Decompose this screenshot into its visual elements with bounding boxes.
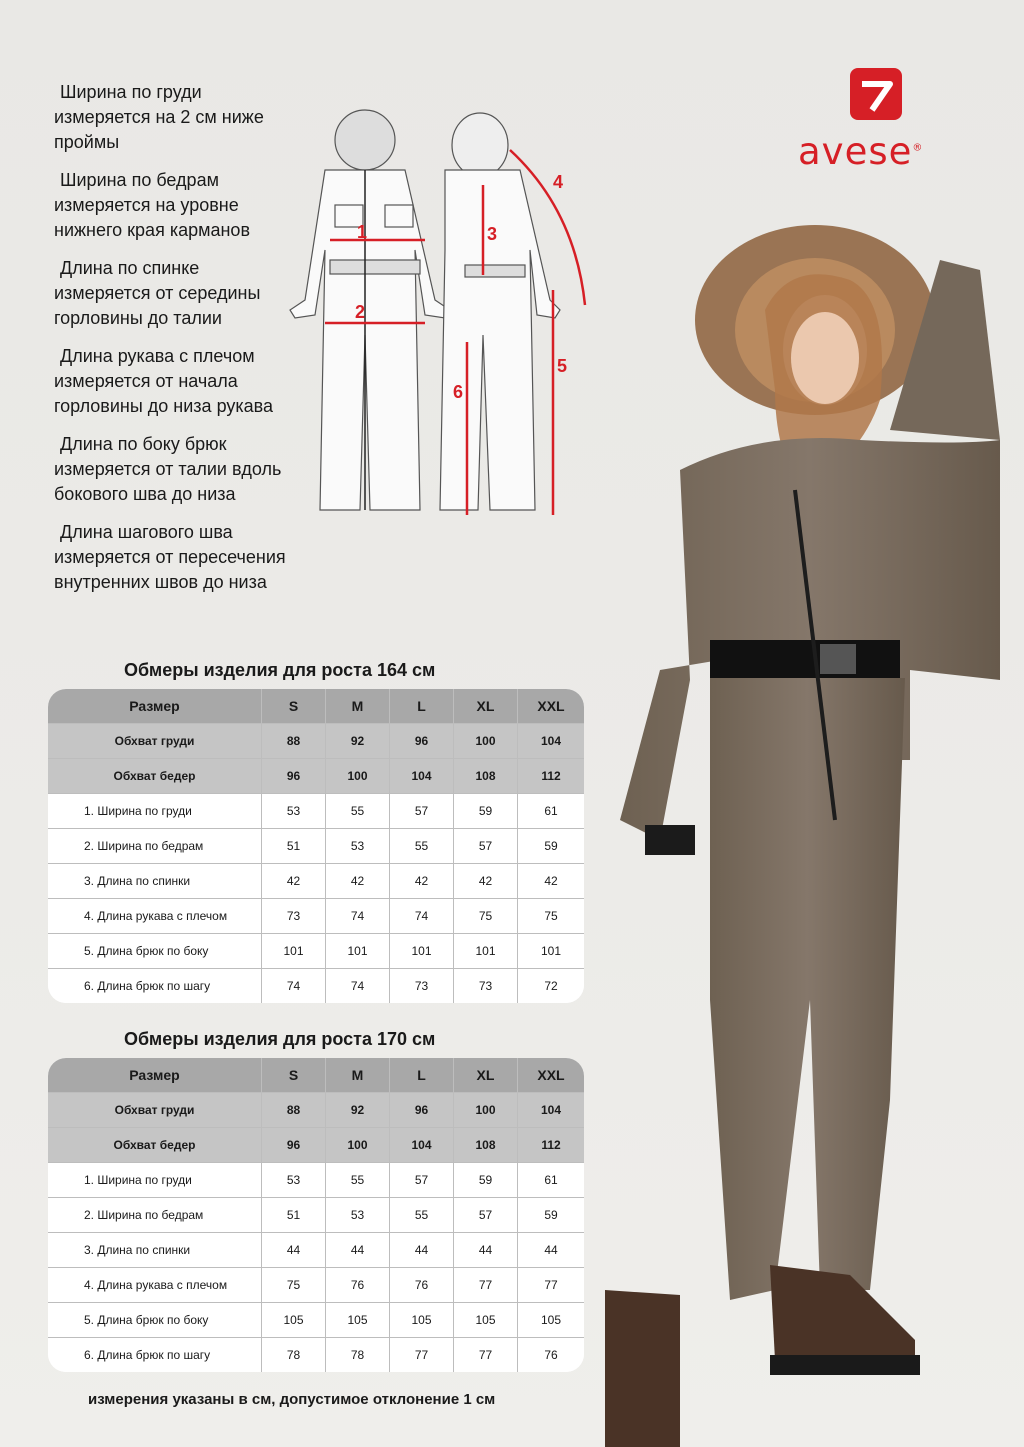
table-cell: 2. Ширина по бедрам [48,1198,262,1232]
table-cell: 100 [454,724,518,758]
table-cell: 42 [454,864,518,898]
table-row [48,1338,584,1372]
table-cell: 108 [454,759,518,793]
header-cell: XL [454,1058,518,1092]
instruction-sleeve-length: Длина рукава с плечом измеряется от начала горловины до низа рукава [54,346,274,416]
table-cell: 55 [326,794,390,828]
model-photo [560,200,1024,1447]
table-cell: 101 [326,934,390,968]
table-cell: 44 [390,1233,454,1267]
table-row [48,794,584,829]
table-cell: 101 [454,934,518,968]
table-cell: 92 [326,724,390,758]
table-row [48,724,584,759]
table-cell: 42 [544,874,558,888]
drawing-label-1: 1 [357,222,368,242]
table-cell: 105 [540,1313,562,1327]
drawing-label-3: 3 [487,224,498,244]
header-cell: S [262,1058,326,1092]
table-cell: 77 [544,1278,558,1292]
table-row [48,1303,584,1338]
table-cell: 105 [390,1303,454,1337]
table-header-row [48,689,584,724]
table-cell: 96 [262,759,326,793]
header-cell: M [326,689,390,723]
table-cell: 75 [262,1268,326,1302]
table-cell: 100 [326,759,390,793]
size-table-170 [48,1058,584,1372]
measurement-instructions [54,80,314,608]
table-cell: 104 [540,1103,562,1117]
table-cell: 61 [544,804,558,818]
table-cell: 75 [454,899,518,933]
table-row [48,969,584,1003]
size-table-164 [48,689,584,1003]
table-cell: 57 [454,1198,518,1232]
table-cell: 105 [454,1303,518,1337]
header-cell: L [390,689,454,723]
table-cell: 44 [326,1233,390,1267]
table-cell: 101 [262,934,326,968]
table-cell: 53 [326,1198,390,1232]
table-cell: 72 [544,979,558,993]
header-cell: L [390,1058,454,1092]
table-cell: 104 [540,734,562,748]
table-cell: 78 [262,1338,326,1372]
table-row [48,1233,584,1268]
table-cell: 74 [262,969,326,1003]
table-row [48,759,584,794]
table-cell: 55 [390,1198,454,1232]
instruction-side-length: Длина по боку брюк измеряется от талии вдоль бокового шва до низа [54,434,282,504]
table-cell: 53 [326,829,390,863]
table-cell: 73 [454,969,518,1003]
table-cell: 59 [544,1208,558,1222]
table-cell: 57 [390,1163,454,1197]
brand-logo [798,66,968,176]
table-row [48,899,584,934]
table-cell: 96 [390,1093,454,1127]
table-cell: 44 [544,1243,558,1257]
table-cell: 77 [454,1338,518,1372]
table-cell: 96 [262,1128,326,1162]
table-170-title: Обмеры изделия для роста 170 см [124,1029,436,1049]
table-cell: 3. Длина по спинки [48,864,262,898]
table-cell: 51 [262,1198,326,1232]
logo-mark-icon [850,68,902,120]
table-cell: Обхват бедер [48,759,262,793]
table-cell: 75 [544,909,558,923]
table-cell: 76 [390,1268,454,1302]
table-cell: 100 [326,1128,390,1162]
table-row [48,1268,584,1303]
table-cell: 6. Длина брюк по шагу [48,1338,262,1372]
table-cell: 88 [262,1093,326,1127]
table-cell: 53 [262,1163,326,1197]
table-cell: 112 [541,1138,561,1152]
table-cell: 105 [326,1303,390,1337]
table-164-title: Обмеры изделия для роста 164 см [124,660,436,680]
header-cell: S [262,689,326,723]
table-cell: 77 [454,1268,518,1302]
table-cell: 57 [454,829,518,863]
drawing-label-4: 4 [553,172,564,192]
table-cell: 42 [326,864,390,898]
table-cell: 76 [326,1268,390,1302]
table-cell: 104 [390,759,454,793]
table-cell: 61 [544,1173,558,1187]
table-cell: 5. Длина брюк по боку [48,1303,262,1337]
table-cell: 104 [390,1128,454,1162]
table-cell: 44 [262,1233,326,1267]
table-cell: 74 [326,969,390,1003]
instruction-chest: Ширина по груди измеряется на 2 см ниже проймы [54,82,264,152]
table-cell: 77 [390,1338,454,1372]
table-cell: 74 [390,899,454,933]
table-cell: 3. Длина по спинки [48,1233,262,1267]
header-cell: XXL [537,698,565,714]
table-row [48,1198,584,1233]
header-cell: Размер [48,689,262,723]
table-cell: 59 [454,794,518,828]
table-cell: 112 [541,769,561,783]
table-cell: 53 [262,794,326,828]
table-cell: 51 [262,829,326,863]
table-cell: 96 [390,724,454,758]
table-cell: 88 [262,724,326,758]
table-cell: 44 [454,1233,518,1267]
table-cell: Обхват бедер [48,1128,262,1162]
table-row [48,829,584,864]
table-cell: 55 [326,1163,390,1197]
table-row [48,864,584,899]
table-cell: 101 [540,944,562,958]
technical-drawing [285,100,595,530]
drawing-label-2: 2 [355,302,366,322]
table-cell: 42 [262,864,326,898]
table-cell: 2. Ширина по бедрам [48,829,262,863]
header-cell: Размер [48,1058,262,1092]
table-cell: 92 [326,1093,390,1127]
table-cell: 55 [390,829,454,863]
table-cell: 1. Ширина по груди [48,794,262,828]
footer-note: измерения указаны в см, допустимое отклонение 1 см [88,1391,496,1408]
table-cell: 6. Длина брюк по шагу [48,969,262,1003]
instruction-hips: Ширина по бедрам измеряется на уровне нижнего края карманов [54,170,251,240]
table-cell: Обхват груди [48,1093,262,1127]
header-cell: XL [454,689,518,723]
table-cell: 73 [390,969,454,1003]
table-header-row [48,1058,584,1093]
table-cell: Обхват груди [48,724,262,758]
table-cell: 74 [326,899,390,933]
table-cell: 1. Ширина по груди [48,1163,262,1197]
table-cell: 101 [390,934,454,968]
drawing-label-5: 5 [557,356,568,376]
table-cell: 100 [454,1093,518,1127]
drawing-label-6: 6 [453,382,464,402]
header-cell: M [326,1058,390,1092]
table-cell: 57 [390,794,454,828]
table-cell: 5. Длина брюк по боку [48,934,262,968]
table-row [48,934,584,969]
instruction-back-length: Длина по спинке измеряется от середины горловины до талии [54,258,261,328]
table-cell: 59 [454,1163,518,1197]
table-cell: 4. Длина рукава с плечом [48,899,262,933]
instruction-inseam: Длина шагового шва измеряется от пересечения внутренних швов до низа [54,522,286,592]
table-cell: 108 [454,1128,518,1162]
logo-text: avese® [798,130,924,173]
table-cell: 105 [262,1303,326,1337]
header-cell: XXL [537,1067,565,1083]
table-row [48,1093,584,1128]
table-row [48,1163,584,1198]
table-cell: 76 [544,1348,558,1362]
table-cell: 78 [326,1338,390,1372]
table-cell: 73 [262,899,326,933]
table-cell: 4. Длина рукава с плечом [48,1268,262,1302]
table-row [48,1128,584,1163]
table-cell: 42 [390,864,454,898]
table-cell: 59 [544,839,558,853]
